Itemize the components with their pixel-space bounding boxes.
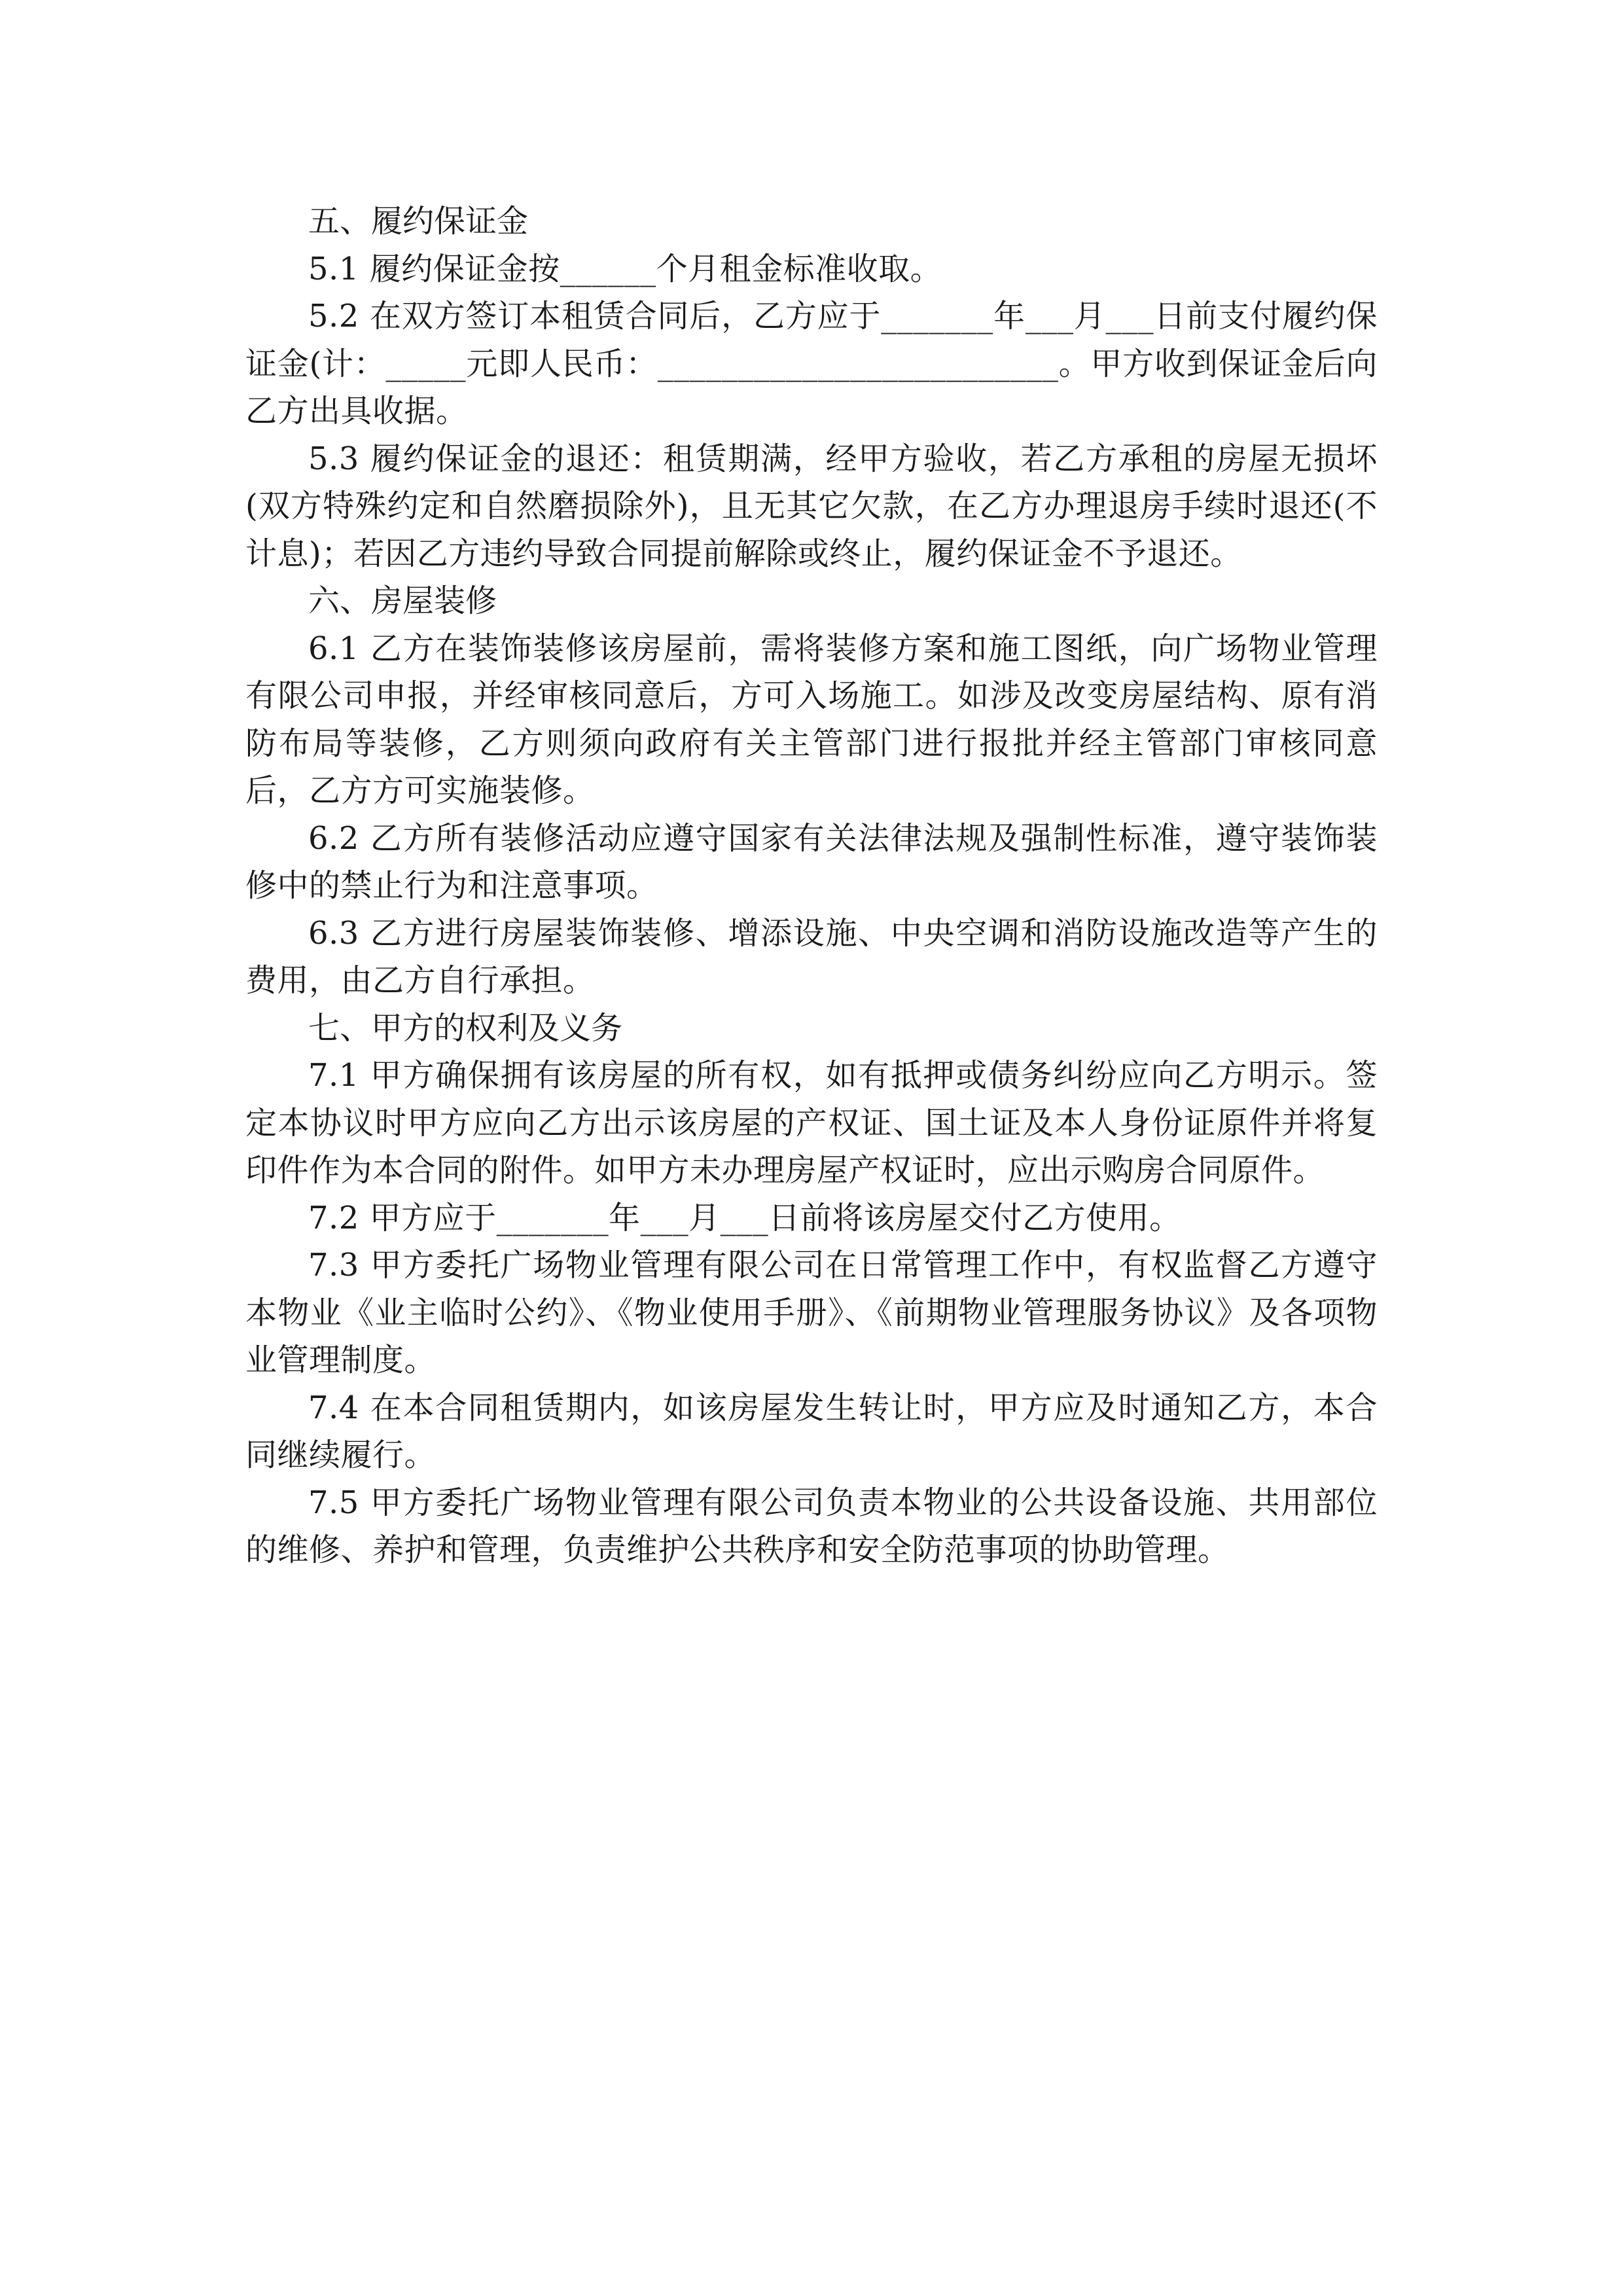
section-heading-7: 七、甲方的权利及义务 xyxy=(308,1009,623,1047)
clause-7-3: 7.3 甲方委托广场物业管理有限公司在日常管理工作中，有权监督乙方遵守本物业《业主临时公约》、《物业使用手册》、《前期物业管理服务协议》及各项物业管理制度。 xyxy=(245,1247,1378,1378)
section-heading-5: 五、履约保证金 xyxy=(308,203,529,240)
clause-7-1: 7.1 甲方确保拥有该房屋的所有权，如有抵押或债务纠纷应向乙方明示。签定本协议时甲方应向乙方出示该房屋的产权证、国土证及本人身份证原件并将复印件作为本合同的附件。如甲方未办理房屋产权证时，应出示购房合同原件。 xyxy=(245,1057,1378,1189)
section-heading-6: 六、房屋装修 xyxy=(308,583,497,619)
clause-6-3: 6.3 乙方进行房屋装饰装修、增添设施、中央空调和消防设施改造等产生的费用，由乙方自行承担。 xyxy=(245,914,1378,999)
clause-5-3: 5.3 履约保证金的退还：租赁期满，经甲方验收，若乙方承租的房屋无损坏(双方特殊约定和自然磨损除外)，且无其它欠款，在乙方办理退房手续时退还(不计息)；若因乙方违约导致合同提前解除或终止，履约保证金不予退还。 xyxy=(245,440,1378,572)
clause-6-1: 6.1 乙方在装饰装修该房屋前，需将装修方案和施工图纸，向广场物业管理有限公司申报，并经审核同意后，方可入场施工。如涉及改变房屋结构、原有消防布局等装修，乙方则须向政府有关主管部门进行报批并经主管部门审核同意后，乙方方可实施装修。 xyxy=(245,630,1378,809)
clause-7-2: 7.2 甲方应于_______年___月___日前将该房屋交付乙方使用。 xyxy=(308,1199,1181,1236)
clause-5-2: 5.2 在双方签订本租赁合同后，乙方应于_______年___月___日前支付履约保证金(计：_____元即人民币：_________________________。甲方收到保证金后向乙方出具收据。 xyxy=(245,298,1378,429)
document-body xyxy=(245,198,1378,1574)
clause-7-4: 7.4 在本合同租赁期内，如该房屋发生转让时，甲方应及时通知乙方，本合同继续履行。 xyxy=(245,1389,1378,1473)
clause-5-1: 5.1 履约保证金按______个月租金标准收取。 xyxy=(308,250,942,287)
clause-7-5: 7.5 甲方委托广场物业管理有限公司负责本物业的公共设备设施、共用部位的维修、养护和管理，负责维护公共秩序和安全防范事项的协助管理。 xyxy=(245,1484,1378,1568)
clause-6-2: 6.2 乙方所有装修活动应遵守国家有关法律法规及强制性标准，遵守装饰装修中的禁止行为和注意事项。 xyxy=(245,819,1378,904)
